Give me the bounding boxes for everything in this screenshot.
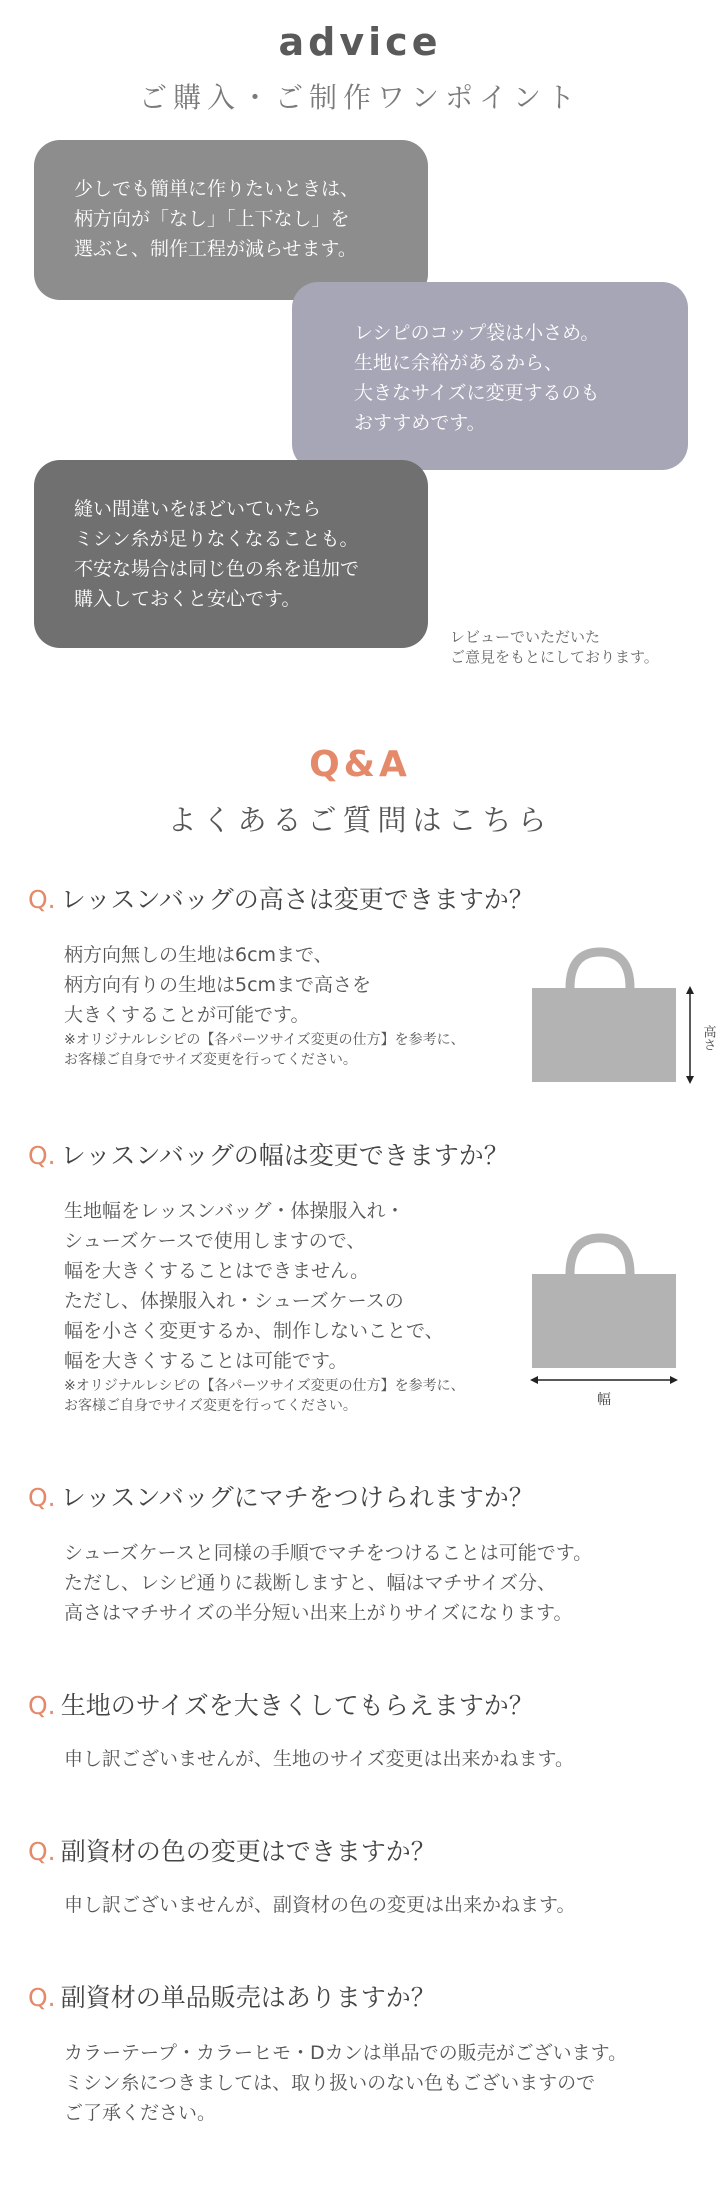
answer-5 <box>64 1890 575 1920</box>
qa-title: Q&A <box>309 744 411 785</box>
arrow-head-up <box>686 986 694 994</box>
width-label: 幅 <box>597 1392 611 1408</box>
answer-1 <box>64 940 371 1030</box>
advice-title: advice <box>278 20 442 64</box>
answer-2 <box>64 1196 444 1376</box>
bubble-text-line: 縫い間違いをほどいていたら <box>74 498 322 520</box>
answer-line: ミシン糸につきましては、取り扱いのない色もございますので <box>64 2072 596 2094</box>
question-text: 生地のサイズを大きくしてもらえますか？ <box>60 1691 534 1720</box>
bag-width-diagram <box>528 1228 688 1414</box>
q-mark: Q. <box>28 1837 56 1866</box>
answer-line: 幅を小さく変更するか、制作しないことで、 <box>64 1320 444 1342</box>
answer-line: ご了承ください。 <box>64 2102 217 2124</box>
arrow-head-left <box>530 1376 538 1384</box>
bubble-text-line: 柄方向が「なし」「上下なし」を <box>74 208 350 230</box>
bag-body <box>532 988 676 1082</box>
note-line: ※オリジナルレシピの【各パーツサイズ変更の仕方】を参考に、 <box>64 1378 465 1394</box>
question-3 <box>28 1478 534 1514</box>
bubble-text-line: 生地に余裕があるから、 <box>354 352 564 374</box>
bag-body <box>532 1274 676 1368</box>
answer-line: シューズケースで使用しますので、 <box>64 1230 366 1252</box>
review-note <box>450 627 659 667</box>
answer-line: シューズケースと同様の手順でマチをつけることは可能です。 <box>64 1542 593 1564</box>
q-mark: Q. <box>28 1983 56 2012</box>
q-mark: Q. <box>28 1483 56 1512</box>
question-4 <box>28 1686 534 1722</box>
bubble-text-line: ミシン糸が足りなくなることも。 <box>74 528 359 550</box>
bag-handle <box>570 1238 630 1274</box>
advice-bubble-3 <box>34 460 428 648</box>
qa-subtitle: よくあるご質問はこちら <box>167 803 553 837</box>
advice-bubble-2 <box>292 282 688 470</box>
question-text: レッスンバッグの高さは変更できますか？ <box>60 885 534 914</box>
question-text: レッスンバッグにマチをつけられますか？ <box>60 1483 534 1512</box>
answer-line: ただし、レシピ通りに裁断しますと、幅はマチサイズ分、 <box>64 1572 557 1594</box>
bubble-text-line: 購入しておくと安心です。 <box>74 588 301 610</box>
question-text: 副資材の単品販売はありますか？ <box>60 1983 436 2012</box>
bubble-text-line: 不安な場合は同じ色の糸を追加で <box>74 558 360 580</box>
answer-line: 幅を大きくすることはできません。 <box>64 1260 370 1282</box>
question-text: レッスンバッグの幅は変更できますか？ <box>60 1141 509 1170</box>
answer-4 <box>64 1744 574 1774</box>
arrow-head-right <box>670 1376 678 1384</box>
answer-6 <box>64 2038 627 2128</box>
q-mark: Q. <box>28 1691 56 1720</box>
note-line: ※オリジナルレシピの【各パーツサイズ変更の仕方】を参考に、 <box>64 1032 465 1048</box>
bag-height-diagram <box>528 940 720 1086</box>
answer-line: 大きくすることが可能です。 <box>64 1004 310 1026</box>
answer-3 <box>64 1538 592 1628</box>
bubble-text-line: 大きなサイズに変更するのも <box>354 382 600 404</box>
arrow-head-down <box>686 1076 694 1084</box>
review-note-line: レビューでいただいた <box>450 628 601 646</box>
review-note-line: ご意見をもとにしております。 <box>450 648 659 666</box>
q-mark: Q. <box>28 1141 56 1170</box>
bubble-text-line: レシピのコップ袋は小さめ。 <box>354 322 600 344</box>
question-1 <box>28 880 534 916</box>
answer-1-note <box>64 1030 465 1070</box>
answer-2-note <box>64 1376 465 1416</box>
answer-line: 申し訳ございませんが、生地のサイズ変更は出来かねます。 <box>64 1748 574 1770</box>
height-label: 高さ <box>700 1025 716 1051</box>
advice-bubble-1 <box>34 140 428 300</box>
question-5 <box>28 1832 436 1868</box>
answer-line: ただし、体操服入れ・シューズケースの <box>64 1290 404 1312</box>
answer-line: 生地幅をレッスンバッグ・体操服入れ・ <box>64 1200 405 1222</box>
question-2 <box>28 1136 509 1172</box>
question-6 <box>28 1978 436 2014</box>
note-line: お客様ご自身でサイズ変更を行ってください。 <box>64 1052 357 1068</box>
question-text: 副資材の色の変更はできますか？ <box>60 1837 436 1866</box>
answer-line: 幅を大きくすることは可能です。 <box>64 1350 348 1372</box>
bubble-text-line: おすすめです。 <box>354 412 486 434</box>
answer-line: 柄方向有りの生地は5cmまで高さを <box>64 974 372 996</box>
note-line: お客様ご自身でサイズ変更を行ってください。 <box>64 1398 357 1414</box>
bag-handle <box>570 952 630 988</box>
answer-line: カラーテープ・カラーヒモ・Dカンは単品での販売がございます。 <box>64 2042 628 2064</box>
answer-line: 柄方向無しの生地は6cmまで、 <box>64 944 333 966</box>
answer-line: 高さはマチサイズの半分短い出来上がりサイズになります。 <box>64 1602 573 1624</box>
bubble-text-line: 選ぶと、制作工程が減らせます。 <box>74 238 357 260</box>
bubble-text-line: 少しでも簡単に作りたいときは、 <box>74 178 360 200</box>
advice-subtitle: ご購入・ご制作ワンポイント <box>138 81 581 114</box>
answer-line: 申し訳ございませんが、副資材の色の変更は出来かねます。 <box>64 1894 576 1916</box>
q-mark: Q. <box>28 885 56 914</box>
